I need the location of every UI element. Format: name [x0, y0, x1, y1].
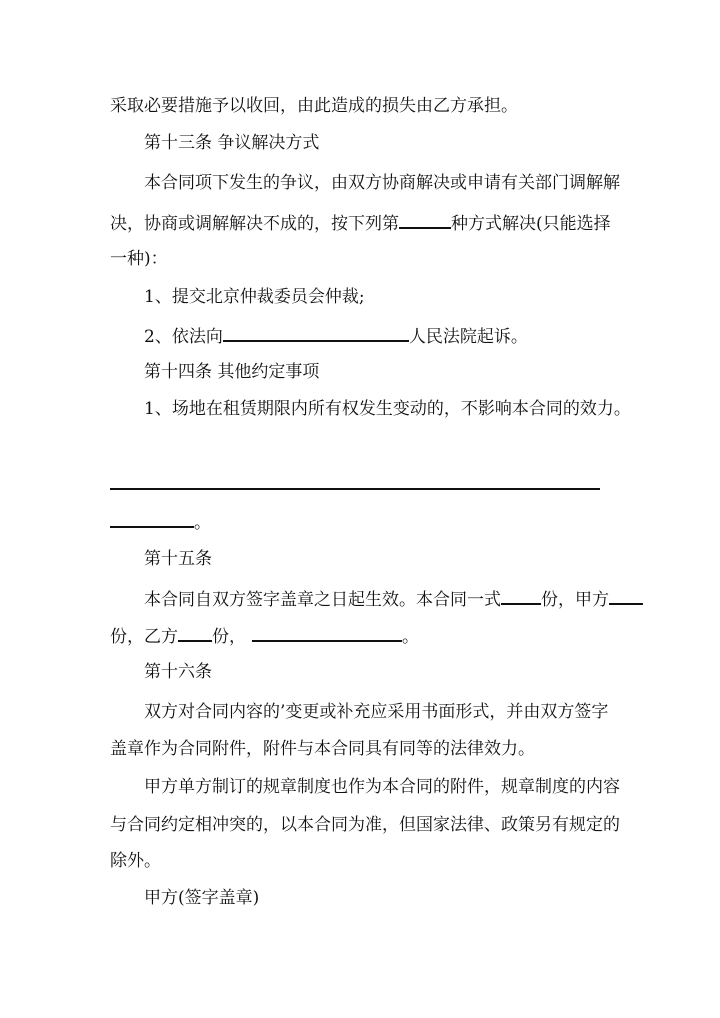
list-item: 1、场地在租赁期限内所有权发生变动的，不影响本合同的效力。 — [144, 399, 631, 419]
article-14-heading: 第十四条 其他约定事项 — [144, 362, 320, 382]
fill-in-blank — [501, 587, 541, 605]
paragraph-line: 本合同自双方签字盖章之日起生效。本合同一式 份，甲方 — [144, 587, 643, 611]
paragraph-line: 甲方单方制订的规章制度也作为本合同的附件，规章制度的内容 — [144, 777, 620, 797]
article-13-heading: 第十三条 争议解决方式 — [144, 133, 320, 153]
paragraph-line: 一种)： — [110, 249, 168, 269]
paragraph-line: 采取必要措施予以收回，由此造成的损失由乙方承担。 — [110, 96, 518, 116]
fill-in-blank — [252, 624, 402, 642]
article-15-heading: 第十五条 — [144, 549, 212, 569]
fill-in-blank — [223, 324, 409, 342]
paragraph-line: 与合同约定相冲突的，以本合同为准，但国家法律、政策另有规定的 — [110, 815, 620, 835]
list-item: 1、提交北京仲裁委员会仲裁; — [144, 287, 365, 307]
paragraph-line: 决，协商或调解解决不成的，按下列第 种方式解决(只能选择 — [110, 211, 611, 235]
article-16-heading: 第十六条 — [144, 662, 212, 682]
fill-in-blank — [609, 587, 643, 605]
party-a-signature-label: 甲方(签字盖章) — [144, 888, 260, 908]
paragraph-line: 除外。 — [110, 851, 161, 871]
paragraph-line: 。 — [110, 510, 211, 534]
paragraph-line: 双方对合同内容的’变更或补充应采用书面形式，并由双方签字 — [144, 702, 609, 722]
fill-in-blank — [110, 510, 194, 528]
fill-in-blank — [178, 624, 212, 642]
fill-in-blank — [399, 211, 451, 229]
paragraph-line: 盖章作为合同附件，附件与本合同具有同等的法律效力。 — [110, 739, 535, 759]
fill-in-blank-line — [110, 488, 600, 490]
list-item: 2、依法向 人民法院起诉。 — [144, 324, 528, 348]
paragraph-line: 份，乙方 份， 。 — [110, 624, 419, 648]
paragraph-line: 本合同项下发生的争议，由双方协商解决或申请有关部门调解解 — [144, 173, 620, 193]
